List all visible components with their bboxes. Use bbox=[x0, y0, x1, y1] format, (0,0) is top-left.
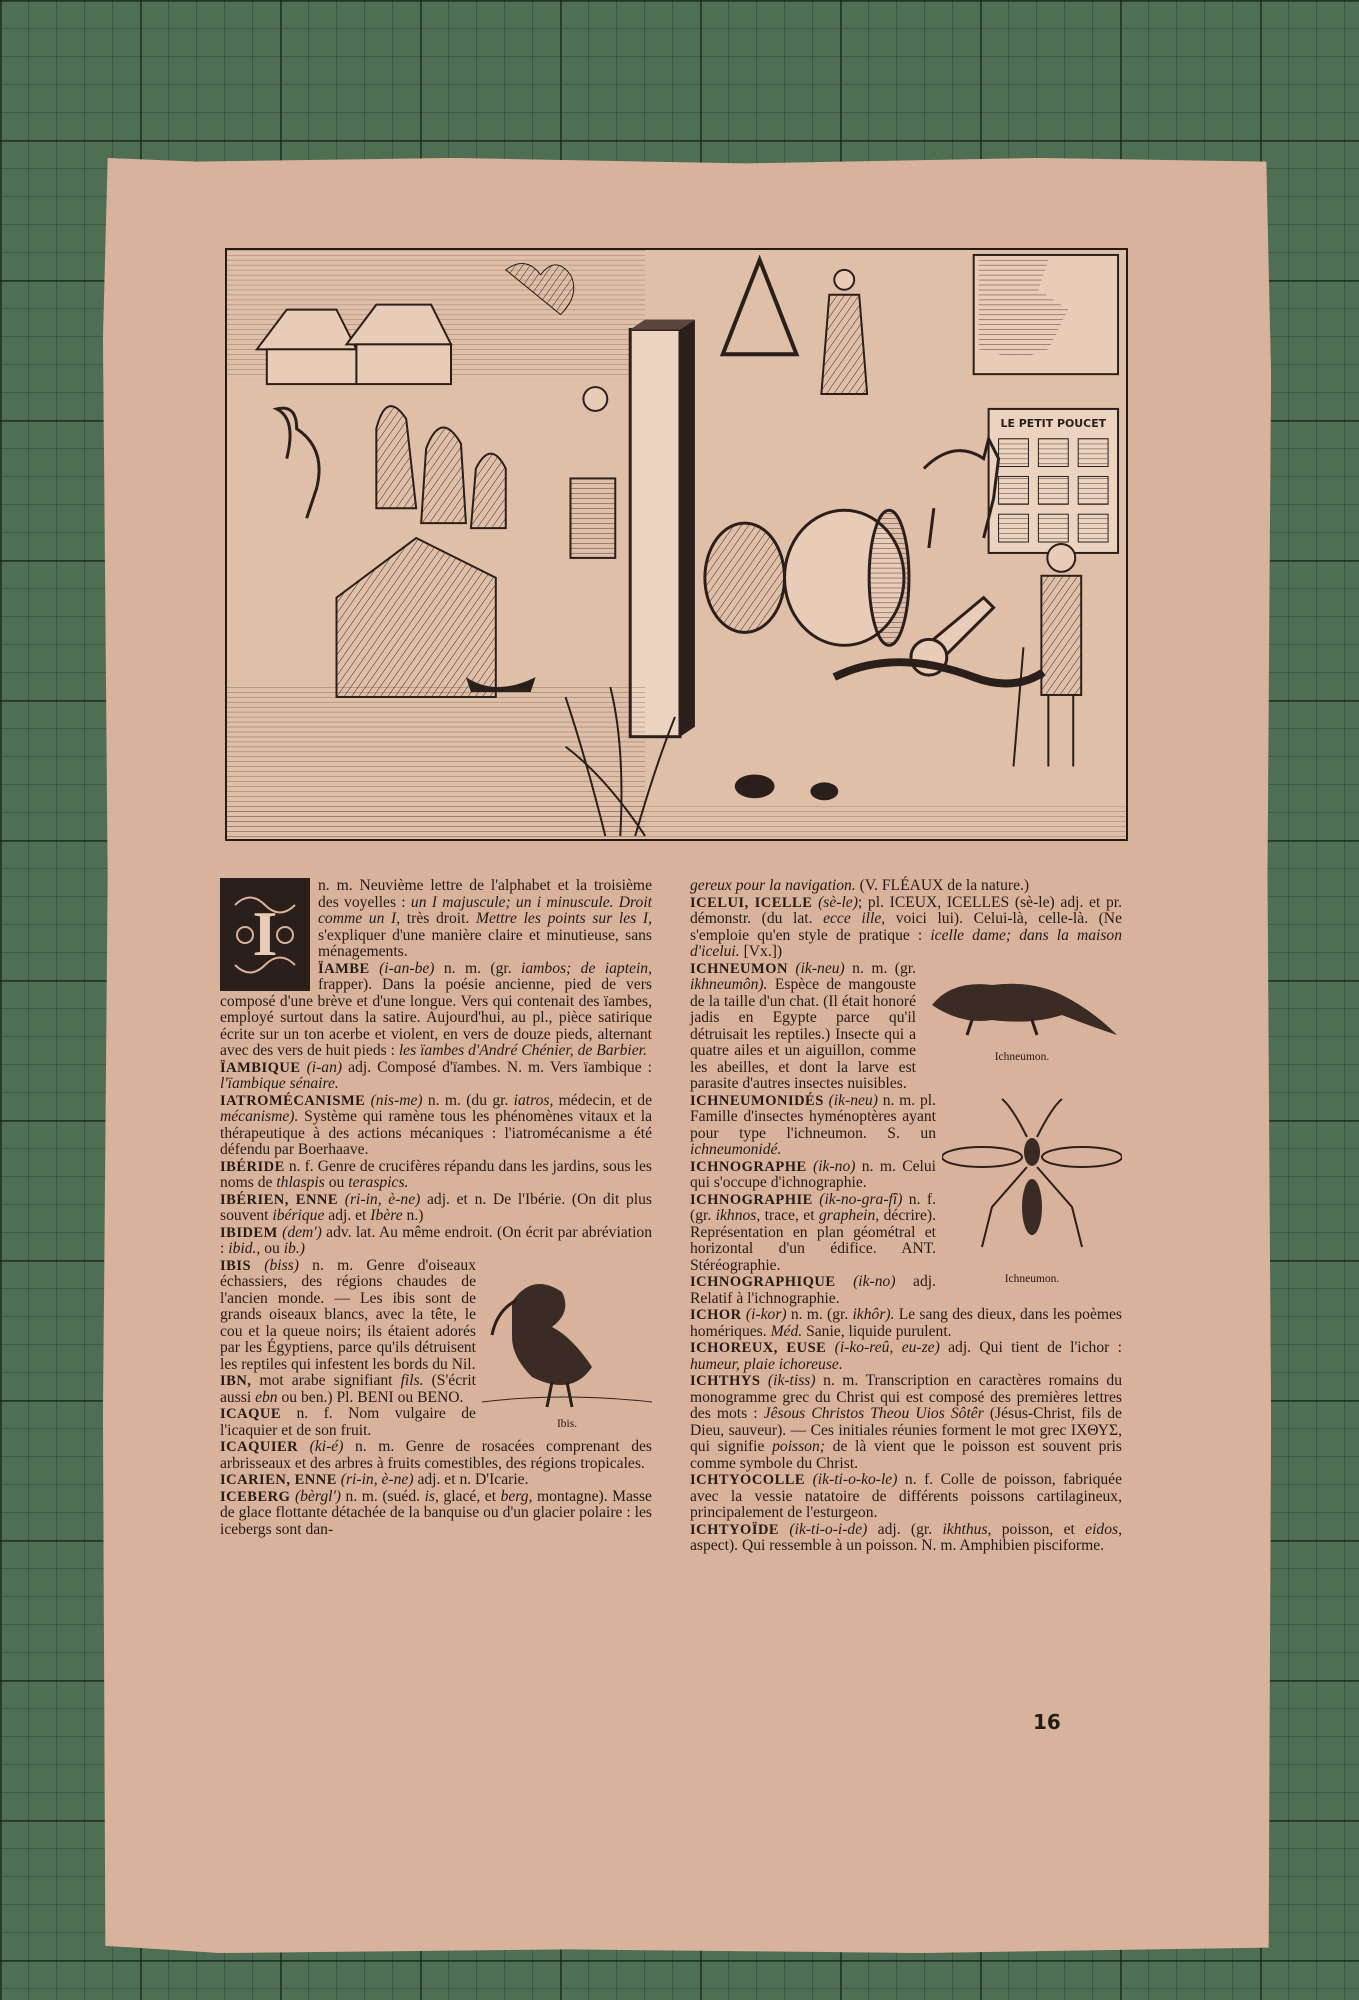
entry-text: ou ben.) Pl. BENI ou BENO. bbox=[277, 1388, 464, 1406]
dictionary-entry bbox=[220, 1489, 652, 1539]
dictionary-entry bbox=[220, 1093, 652, 1159]
entry-text: n. f. Colle de poisson, fabriquée avec la vessie natatoire de différents poissons cartilagineux, principalement de l'esturgeon. bbox=[690, 1471, 1122, 1521]
entry-headword: ÏAMBE bbox=[318, 960, 370, 977]
entry-text: Sanie, liquide purulent. bbox=[802, 1322, 952, 1340]
entry-text: de là vient que le poisson est souvent pris comme symbole du Christ. bbox=[690, 1438, 1122, 1472]
entry-text: voici lui). Celui-là, celle-là. (Ne s'emploie qu'en style de pratique : bbox=[690, 910, 1122, 944]
entry-example: ichneumonidé. bbox=[690, 1141, 782, 1158]
entry-text: n. m. Genre d'oiseaux échassiers, des régions chaudes de l'ancien monde. — Les ibis sont de grands oiseaux blancs, avec la tête, le cou et la queue noirs; ils étaient adorés par les Égyptiens, parce qu'ils détruisent les reptiles qui infestent les bords du Nil. bbox=[220, 1256, 476, 1373]
entry-text: glacé, et bbox=[438, 1487, 501, 1505]
dictionary-entry bbox=[220, 1192, 652, 1225]
entry-text: Espèce de mangouste de la taille d'un chat. (Il était honoré jadis en Egypte parce qu'il détruisait les reptiles.) Insecte qui a quatre ailes et un aiguillon, comme les abeilles, et dont la larve est parasite d'autres insectes nuisibles. bbox=[690, 976, 916, 1092]
ichneumon-mammal-figure bbox=[922, 965, 1122, 1066]
entry-text: Le sang des dieux, dans les poèmes homériques. bbox=[690, 1306, 1122, 1340]
entry-example: graphein, bbox=[818, 1207, 880, 1224]
entry-text: poisson, et bbox=[991, 1520, 1086, 1538]
dictionary-entry bbox=[690, 1373, 1122, 1472]
entry-text: adj. Relatif à l'ichnographie. bbox=[690, 1273, 936, 1307]
entry-text: n. m. (gr. bbox=[786, 1306, 853, 1323]
entry-example: eidos, bbox=[1085, 1520, 1122, 1538]
entry-text: n. f. Genre de crucifères répandu dans les jardins, sous les noms de bbox=[220, 1157, 652, 1191]
entry-pronunciation: (i-ko-reû, eu-ze) bbox=[834, 1339, 940, 1356]
entry-pronunciation: (ik-ti-o-ko-le) bbox=[812, 1471, 898, 1488]
entry-text: trace, et bbox=[760, 1207, 819, 1224]
entry-text: [Vx.]) bbox=[739, 943, 783, 960]
entry-text: (Jésus-Christ, fils de Dieu, sauveur). — Ces initiales réunies forment le mot grec ΙΧΘΥΣ, qui signifie bbox=[690, 1405, 1122, 1455]
svg-text:I: I bbox=[252, 897, 278, 969]
entry-text: aspect). Qui ressemble à un poisson. N. m. Amphibien pisciforme. bbox=[690, 1537, 1105, 1554]
entry-text: adj. et n. De l'Ibérie. (On dit plus souvent bbox=[220, 1190, 653, 1224]
entry-example: iatros, bbox=[513, 1091, 554, 1109]
entry-headword: ICAQUE bbox=[220, 1406, 282, 1422]
entry-pronunciation: (sè-le) bbox=[818, 893, 858, 911]
ibis-caption: Ibis. bbox=[556, 1418, 578, 1430]
entry-headword: ICHNEUMONIDÉS bbox=[690, 1092, 824, 1109]
dictionary-entry bbox=[220, 1060, 652, 1093]
entry-headword: IBÉRIEN, ENNE bbox=[220, 1191, 339, 1208]
entry-text: décrire). Représentation en plan géométral et horizontal d'un édifice. ANT. Stéréographie. bbox=[690, 1207, 936, 1274]
left-column bbox=[220, 878, 652, 1538]
dictionary-entry bbox=[220, 1159, 652, 1192]
entry-pronunciation: (ik-neu) bbox=[828, 1091, 878, 1109]
entry-pronunciation: (bèrgl') bbox=[294, 1487, 341, 1505]
entry-headword: ICHNOGRAPHIQUE bbox=[690, 1274, 836, 1290]
entry-example: Mettre les points sur les I, bbox=[475, 910, 652, 927]
entry-headword: ICHNOGRAPHIE bbox=[690, 1191, 813, 1208]
entry-pronunciation: (ri-in, è-ne) bbox=[340, 1471, 414, 1488]
entry-example: un I majuscule; un i minuscule. Droit comme un I, bbox=[318, 893, 652, 927]
entry-text: n.) bbox=[402, 1207, 424, 1224]
entry-example: iambos; de iaptein, bbox=[521, 959, 652, 977]
entry-example: ikhnos, bbox=[715, 1207, 761, 1224]
entry-example: teraspics. bbox=[348, 1174, 409, 1191]
header-illustration bbox=[225, 248, 1128, 841]
entry-headword: ICHTHYS bbox=[690, 1373, 761, 1389]
entry-pronunciation: (ik-tiss) bbox=[767, 1372, 816, 1389]
ichneumon-insect-caption: Ichneumon. bbox=[1004, 1273, 1060, 1285]
entry-headword: ICHNEUMON bbox=[690, 960, 788, 977]
entry-headword: IBN, bbox=[220, 1373, 252, 1389]
entry-text: adj. et n. D'Icarie. bbox=[413, 1471, 529, 1488]
wasp-insect-icon bbox=[942, 1097, 1122, 1267]
entry-text: n. f. Nom vulgaire de l'icaquier et de son fruit. bbox=[220, 1405, 476, 1439]
entry-text: n. m. (du gr. bbox=[422, 1091, 514, 1109]
entry-text: ou bbox=[324, 1174, 349, 1191]
entry-text: adj. Qui tient de l'ichor : bbox=[939, 1339, 1122, 1356]
entry-headword: ICELUI, ICELLE bbox=[690, 894, 813, 911]
entry-headword: IBIS bbox=[220, 1257, 252, 1274]
dictionary-entry bbox=[690, 1340, 1122, 1373]
entry-headword: IATROMÉCANISME bbox=[220, 1092, 366, 1109]
entry-text: n. m. (gr. bbox=[844, 959, 916, 977]
entry-pronunciation: (ik-neu) bbox=[795, 959, 845, 977]
entry-text: n. m. Transcription en caractères romains du monogramme grec du Christ qui est composé des premières lettres des mots : bbox=[690, 1372, 1122, 1422]
entry-headword: ICAQUIER bbox=[220, 1439, 299, 1455]
entry-headword: ICHTYOÏDE bbox=[690, 1521, 780, 1538]
entry-example: ib.) bbox=[283, 1240, 305, 1257]
entry-text: montagne). Masse de glace flottante détachée de la banquise ou d'un glacier polaire : les icebergs sont dan- bbox=[220, 1487, 652, 1538]
mongoose-icon bbox=[922, 965, 1122, 1045]
entry-headword: ICHTYOCOLLE bbox=[690, 1472, 806, 1488]
entry-text: n. m. Genre de rosacées comprenant des arbrisseaux et des arbres à fruits comestibles, des régions tropicales. bbox=[220, 1438, 652, 1472]
entry-pronunciation: (i-kor) bbox=[745, 1306, 787, 1323]
ibis-figure bbox=[482, 1262, 652, 1433]
entry-text: (S'écrit aussi bbox=[220, 1372, 476, 1406]
entry-text: (V. FLÉAUX de la nature.) bbox=[855, 877, 1030, 894]
entry-pronunciation: (biss) bbox=[264, 1256, 299, 1274]
entry-text: ; pl. ICEUX, ICELLES (sè-le) adj. et pr. démonstr. (du lat. bbox=[690, 893, 1122, 927]
entry-example: Jêsous Christos Theou Uios Sôtêr bbox=[763, 1405, 984, 1422]
dictionary-entry bbox=[690, 895, 1122, 961]
dictionary-entry bbox=[690, 878, 1122, 895]
entry-pronunciation: (ik-no) bbox=[853, 1273, 896, 1290]
entry-example: les ïambes d'André Chénier, de Barbier. bbox=[398, 1042, 647, 1059]
entry-text: très droit. bbox=[400, 910, 476, 927]
entry-headword: ICHOR bbox=[690, 1307, 742, 1323]
entry-example: ecce ille, bbox=[823, 910, 886, 927]
dictionary-entry bbox=[690, 1522, 1122, 1555]
entry-text: s'expliquer d'une manière claire et minutieuse, sans ménagements. bbox=[318, 926, 652, 960]
entry-example: icelle dame; dans la maison d'icelui. bbox=[690, 926, 1123, 960]
entry-text: adj. (gr. bbox=[867, 1520, 943, 1538]
ibis-bird-icon bbox=[482, 1262, 652, 1412]
ichneumon-mammal-caption: Ichneumon. bbox=[994, 1051, 1050, 1063]
entry-headword: ÏAMBIQUE bbox=[220, 1059, 301, 1076]
entry-pronunciation: (i-an-be) bbox=[379, 959, 435, 977]
dictionary-entry bbox=[220, 1225, 652, 1258]
entry-headword: IBIDEM bbox=[220, 1224, 278, 1241]
entry-example: Méd. bbox=[770, 1322, 803, 1340]
entry-headword: ICHNOGRAPHE bbox=[690, 1158, 807, 1175]
entry-example: fils. bbox=[400, 1372, 424, 1389]
entry-text: adv. lat. Au même endroit. (On écrit par abréviation : bbox=[220, 1223, 652, 1257]
entry-pronunciation: (i-an) bbox=[306, 1058, 343, 1076]
dropcap-ornament bbox=[220, 878, 310, 991]
entry-pronunciation: (ri-in, è-ne) bbox=[344, 1190, 421, 1208]
poster-title: LE PETIT POUCET bbox=[1000, 416, 1107, 430]
entry-example: ikhneumôn). bbox=[690, 976, 768, 993]
dictionary-entry bbox=[220, 1472, 652, 1489]
letter-i-engraving bbox=[227, 250, 1126, 839]
entry-example: ikhôr). bbox=[852, 1306, 895, 1323]
entry-text: n. m. Celui qui s'occupe d'ichnographie. bbox=[690, 1157, 936, 1191]
ornamental-letter-i-icon bbox=[225, 885, 305, 985]
ichneumon-insect-figure bbox=[942, 1097, 1122, 1288]
entry-example: mécanisme). bbox=[220, 1108, 299, 1125]
right-column bbox=[690, 878, 1122, 1555]
entry-example: is, bbox=[424, 1487, 439, 1505]
entry-text: n. m. Neuvième lettre de l'alphabet et la troisième des voyelles : bbox=[318, 877, 652, 911]
entry-text: mot arabe signifiant bbox=[259, 1372, 401, 1389]
entry-text: n. m. (gr. bbox=[434, 959, 522, 977]
entry-text: adj. Composé d'ïambes. N. m. Vers ïambique : bbox=[342, 1058, 652, 1076]
entry-pronunciation: (ki-é) bbox=[309, 1438, 344, 1455]
entry-headword: ICARIEN, ENNE bbox=[220, 1472, 337, 1488]
entry-example: ikhthus, bbox=[942, 1520, 992, 1538]
entry-text: ou bbox=[260, 1240, 284, 1257]
entry-pronunciation: (ik-no) bbox=[813, 1157, 856, 1175]
entry-example: ibérique bbox=[272, 1207, 325, 1224]
entry-headword: ICHOREUX, EUSE bbox=[690, 1340, 827, 1356]
dictionary-entry bbox=[220, 1439, 652, 1472]
entry-example: gereux pour la navigation. bbox=[690, 877, 856, 894]
entry-example: poisson; bbox=[772, 1438, 825, 1455]
entry-text: médecin, et de bbox=[553, 1091, 652, 1109]
entry-example: humeur, plaie ichoreuse. bbox=[690, 1355, 843, 1373]
entry-pronunciation: (ik-ti-o-i-de) bbox=[789, 1520, 868, 1538]
dictionary-entry bbox=[690, 1307, 1122, 1340]
page-number: 16 bbox=[1033, 1710, 1061, 1734]
entry-text: n. m. pl. Famille d'insectes hyménoptères ayant pour type l'ichneumon. S. un bbox=[690, 1091, 936, 1142]
entry-example: Ibère bbox=[370, 1207, 403, 1224]
entry-pronunciation: (ik-no-gra-fî) bbox=[819, 1190, 903, 1208]
entry-text: n. f. (gr. bbox=[690, 1190, 936, 1224]
entry-headword: ICEBERG bbox=[220, 1488, 291, 1505]
dictionary-entry bbox=[690, 1472, 1122, 1522]
entry-example: ebn bbox=[255, 1388, 278, 1406]
entry-text: frapper). Dans la poésie ancienne, pied de vers composé d'une brève et d'une longue. Vers qui contenait des ïambes, employé surtout dans la satire. Aujourd'hui, au pl., pièce satirique écrite sur un ton acerbe et violent, en vers de douze pieds, alternant avec des vers de huit pieds : bbox=[220, 976, 652, 1059]
entry-text: Système qui ramène tous les phénomènes vitaux et la thérapeutique à des actions mécaniques : l'iatromécanisme a été défendu par Boerhaave. bbox=[220, 1108, 652, 1158]
entry-example: thlaspis bbox=[276, 1174, 325, 1191]
entry-text: adj. et bbox=[324, 1207, 371, 1224]
entry-example: ibid., bbox=[228, 1240, 261, 1257]
entry-example: l'ïambique sénaire. bbox=[220, 1075, 339, 1092]
entry-headword: IBÉRIDE bbox=[220, 1158, 285, 1175]
entry-pronunciation: (nis-me) bbox=[370, 1091, 423, 1109]
entry-example: berg, bbox=[500, 1487, 533, 1505]
entry-text: n. m. (suéd. bbox=[341, 1487, 425, 1505]
entry-pronunciation: (dem') bbox=[282, 1223, 322, 1241]
